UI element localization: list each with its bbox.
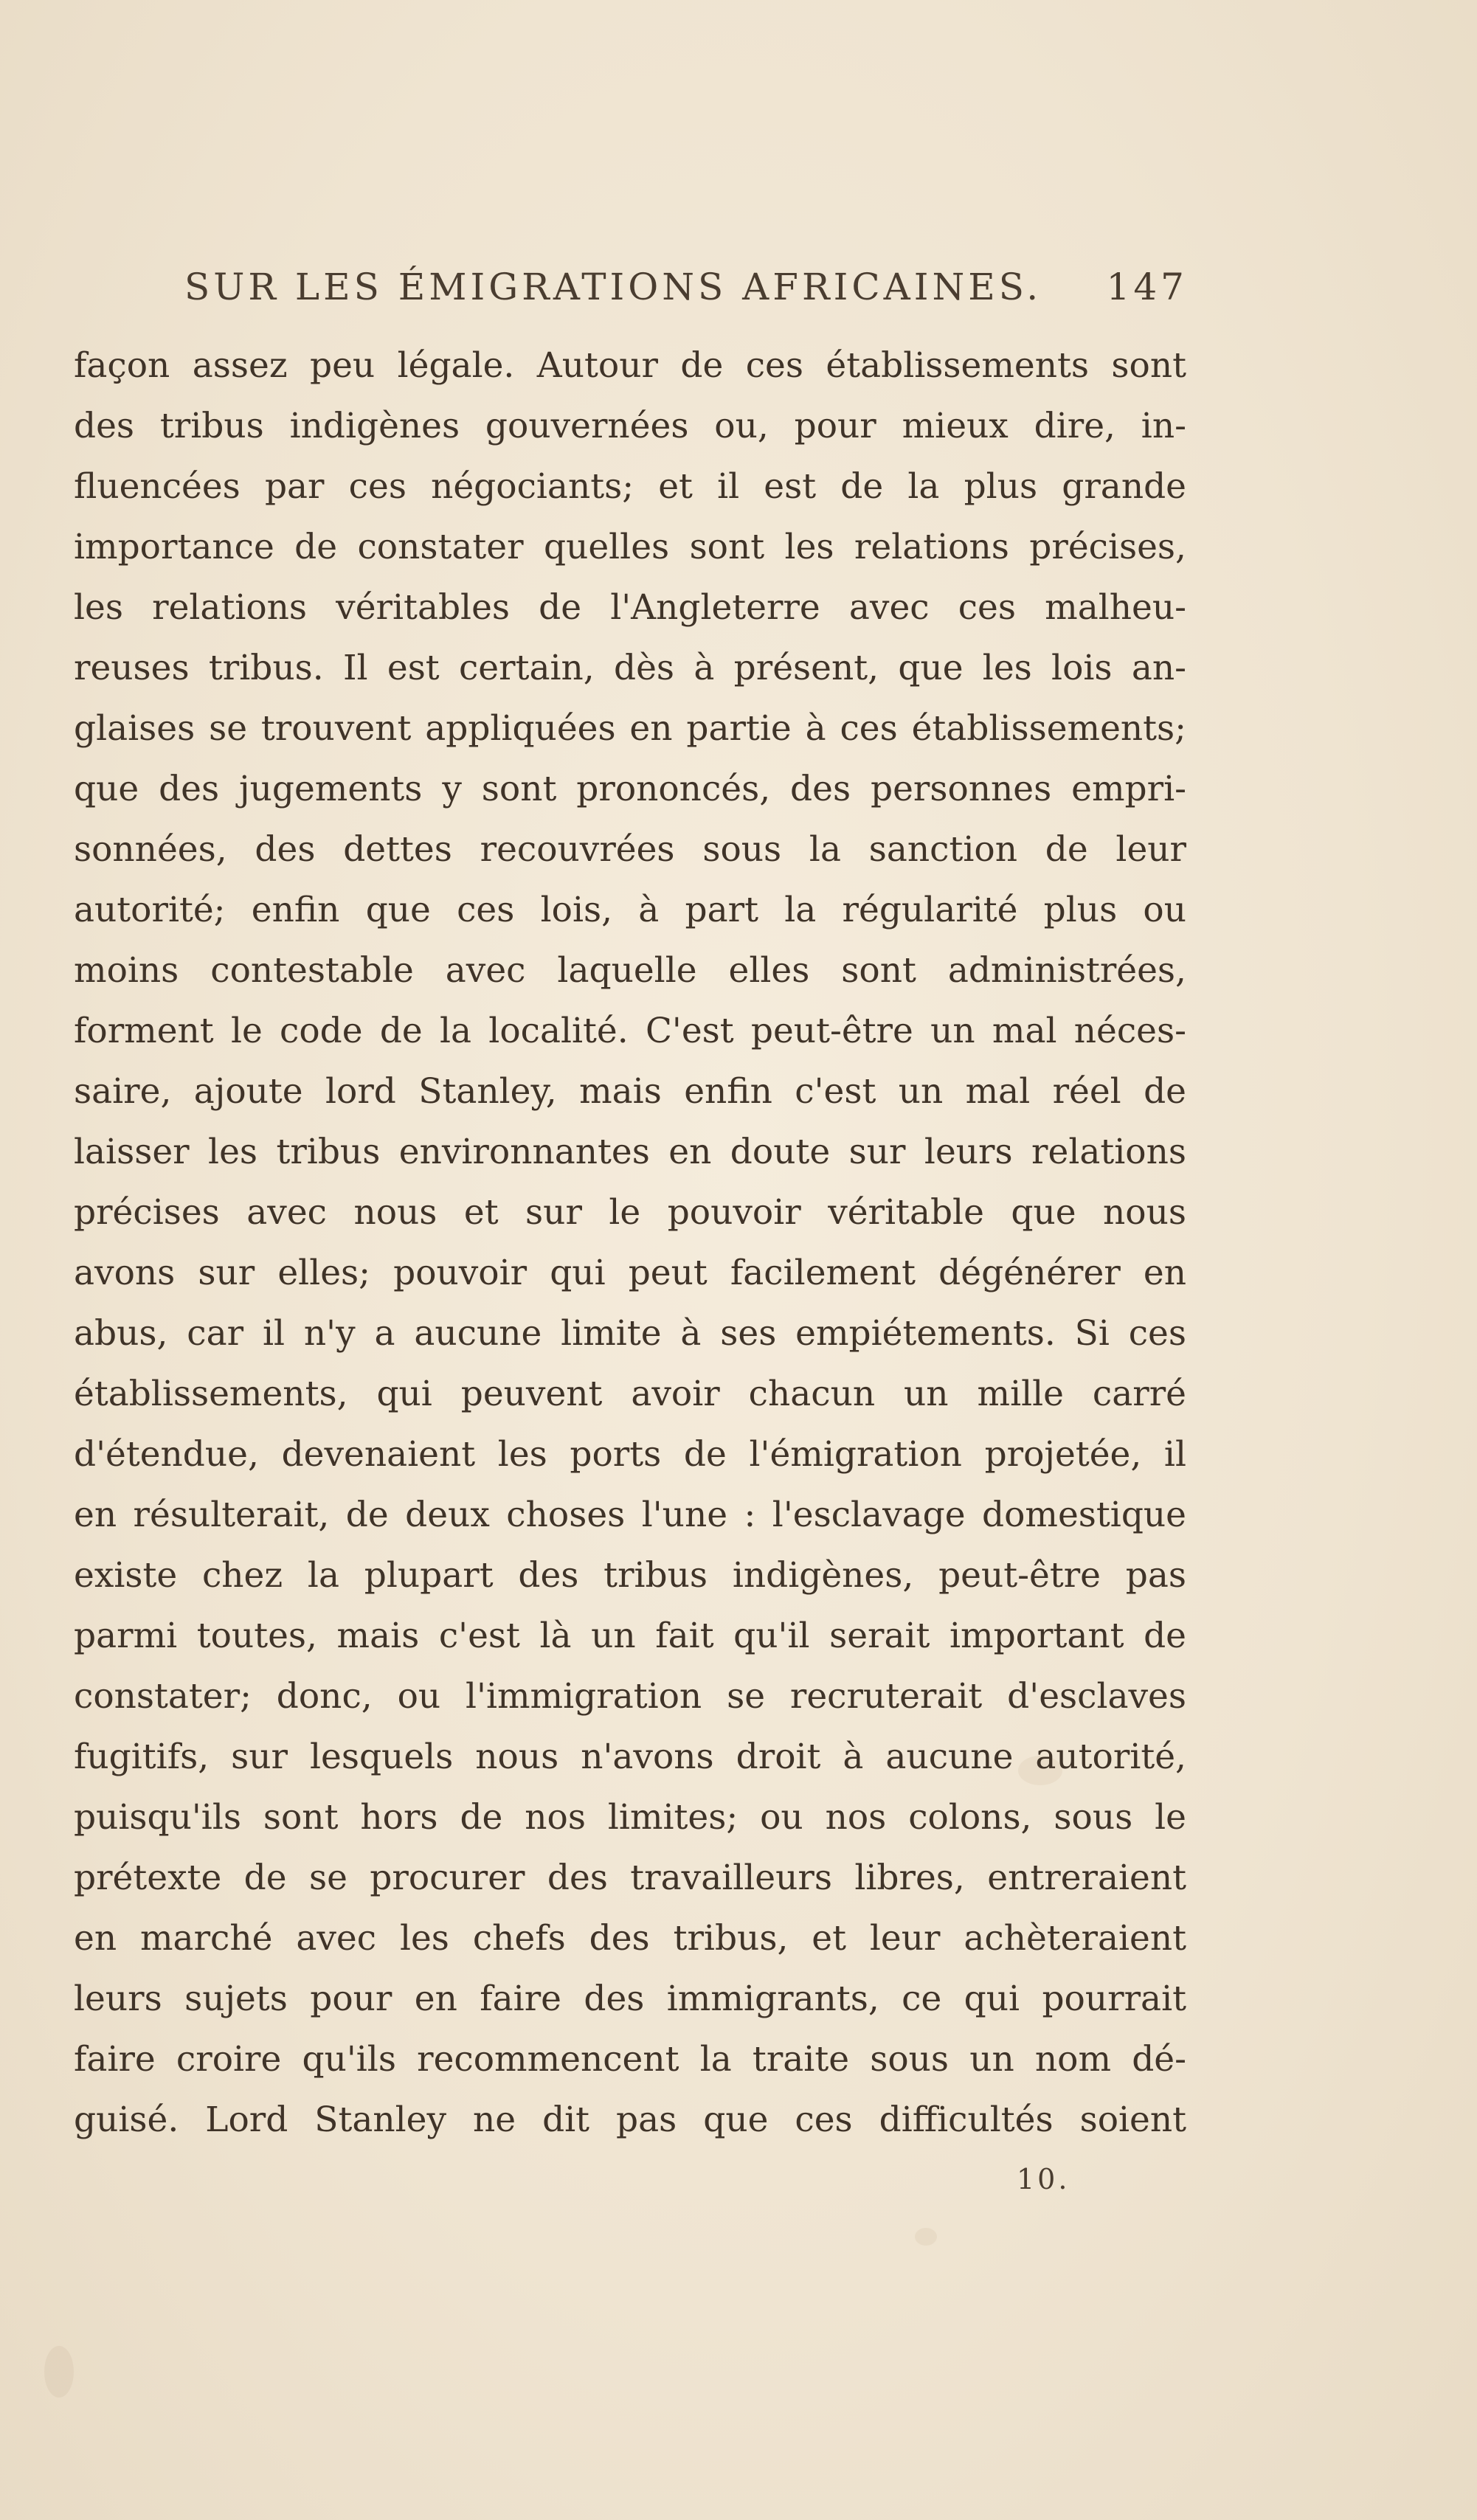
text-line: façon assez peu légale. Autour de ces établissements sont bbox=[74, 345, 1186, 386]
running-head bbox=[184, 266, 1188, 317]
text-line: précises avec nous et sur le pouvoir véritable que nous bbox=[74, 1192, 1186, 1233]
text-line: moins contestable avec laquelle elles sont administrées, bbox=[74, 950, 1186, 991]
running-head-title: SUR LES ÉMIGRATIONS AFRICAINES. bbox=[184, 266, 1042, 308]
text-line: puisqu'ils sont hors de nos limites; ou nos colons, sous le bbox=[74, 1797, 1186, 1838]
text-line: fluencées par ces négociants; et il est de la plus grande bbox=[74, 466, 1186, 507]
text-line: fugitifs, sur lesquels nous n'avons droit à aucune autorité, bbox=[74, 1737, 1186, 1777]
paper-stain bbox=[44, 2346, 74, 2398]
text-line: forment le code de la localité. C'est peut-être un mal néces- bbox=[74, 1011, 1186, 1051]
text-line: saire, ajoute lord Stanley, mais enfin c'est un mal réel de bbox=[74, 1071, 1186, 1112]
text-line: les relations véritables de l'Angleterre avec ces malheu- bbox=[74, 587, 1186, 628]
text-line: des tribus indigènes gouvernées ou, pour mieux dire, in- bbox=[74, 406, 1186, 446]
text-line: en marché avec les chefs des tribus, et leur achèteraient bbox=[74, 1918, 1186, 1959]
text-line: faire croire qu'ils recommencent la traite sous un nom dé- bbox=[74, 2039, 1186, 2080]
text-line: constater; donc, ou l'immigration se recruterait d'esclaves bbox=[74, 1676, 1186, 1717]
text-line: en résulterait, de deux choses l'une : l'esclavage domestique bbox=[74, 1495, 1186, 1535]
text-line: abus, car il n'y a aucune limite à ses empiétements. Si ces bbox=[74, 1313, 1186, 1354]
paper-stain bbox=[915, 2228, 937, 2246]
text-line: laisser les tribus environnantes en doute sur leurs relations bbox=[74, 1132, 1186, 1172]
signature-mark: 10. bbox=[1017, 2163, 1070, 2195]
text-line: guisé. Lord Stanley ne dit pas que ces difficultés soient bbox=[74, 2100, 1186, 2140]
page-number: 147 bbox=[1106, 266, 1188, 308]
text-line: avons sur elles; pouvoir qui peut facilement dégénérer en bbox=[74, 1253, 1186, 1293]
text-line: parmi toutes, mais c'est là un fait qu'il serait important de bbox=[74, 1616, 1186, 1656]
text-line: d'étendue, devenaient les ports de l'émigration projetée, il bbox=[74, 1434, 1186, 1475]
text-line: autorité; enfin que ces lois, à part la régularité plus ou bbox=[74, 890, 1186, 930]
text-line: importance de constater quelles sont les relations précises, bbox=[74, 527, 1186, 567]
text-line: prétexte de se procurer des travailleurs libres, entreraient bbox=[74, 1858, 1186, 1898]
text-line: glaises se trouvent appliquées en partie à ces établissements; bbox=[74, 708, 1186, 749]
body-text bbox=[74, 336, 1186, 2150]
text-line: que des jugements y sont prononcés, des personnes empri- bbox=[74, 769, 1186, 809]
text-line: établissements, qui peuvent avoir chacun un mille carré bbox=[74, 1374, 1186, 1414]
text-line: leurs sujets pour en faire des immigrants, ce qui pourrait bbox=[74, 1979, 1186, 2019]
text-line: reuses tribus. Il est certain, dès à présent, que les lois an- bbox=[74, 648, 1186, 688]
text-line: existe chez la plupart des tribus indigènes, peut-être pas bbox=[74, 1555, 1186, 1596]
text-line: sonnées, des dettes recouvrées sous la sanction de leur bbox=[74, 829, 1186, 870]
